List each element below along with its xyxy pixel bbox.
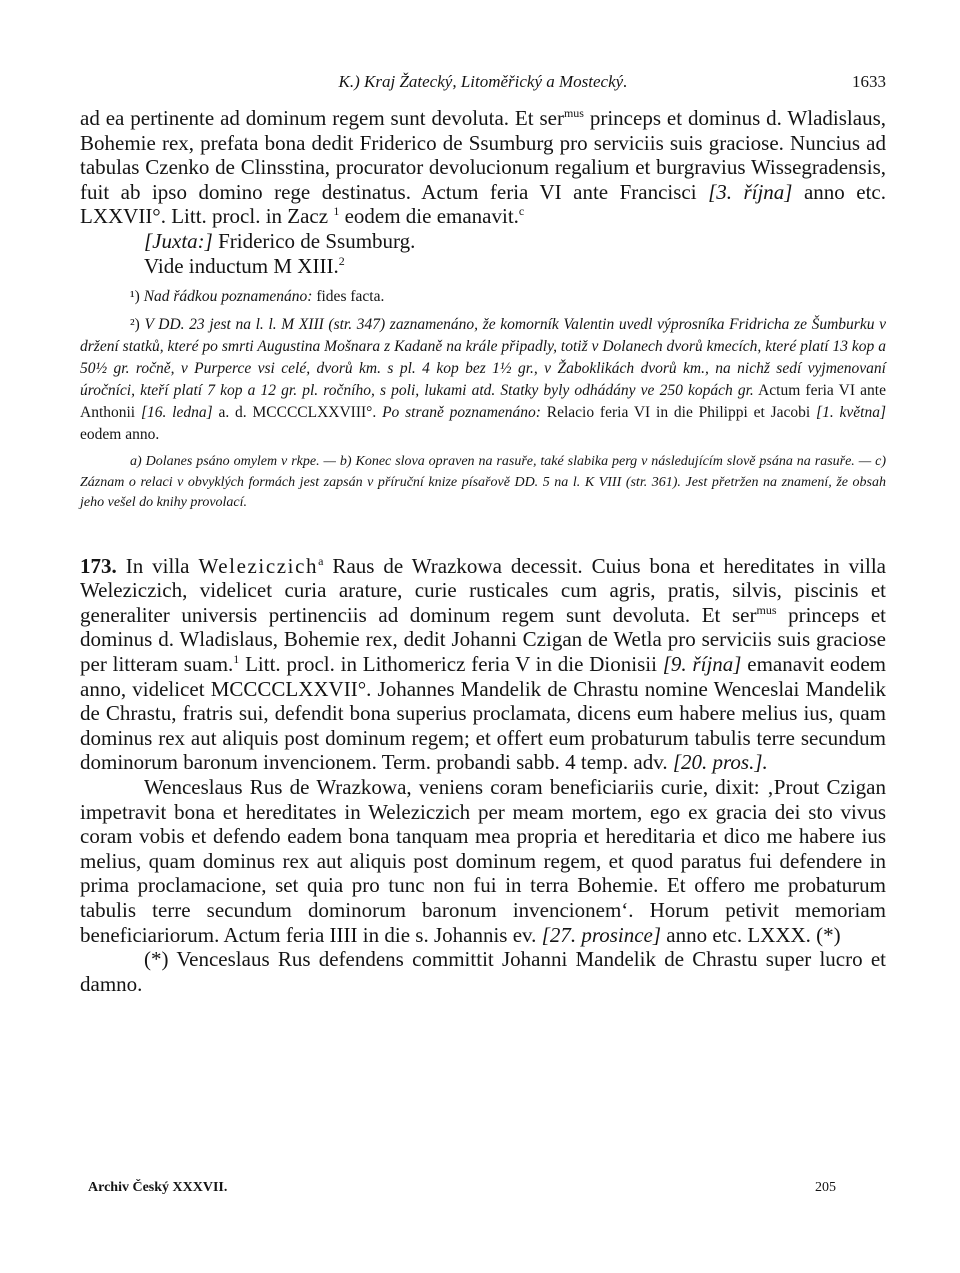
text-run: fides facta. xyxy=(312,288,385,306)
date-gloss: [9. října] xyxy=(662,652,742,677)
entry-172-text xyxy=(80,106,886,229)
date-gloss: [27. prosince] xyxy=(541,922,662,947)
entry-number: 173. xyxy=(80,553,117,578)
footnote-mark: a) xyxy=(130,454,146,470)
text-run: emanavit eodem anno, videlicet MCCCCLXXVII°. Johannes Mandelik de Chrastu nomine Wenceslai Mandelik de Chrastu, fratris sui, defendit bona superius proclamata, dicens eum habere melius ius, quam dominus rex aut aliquis post dominum regem; et offert eum probaturum tabulis terre secundum dominorum baronum invencionem. Term. probandi sabb. 4 temp. adv. xyxy=(80,652,886,775)
text-run: Vide inductum M XIII. xyxy=(144,253,339,278)
textual-notes xyxy=(80,452,886,514)
text-run: Dolanes psáno omylem v rkpe. — xyxy=(145,454,340,470)
footnote-ref: c xyxy=(518,204,525,219)
folio-number: 205 xyxy=(815,1180,836,1195)
footnote-1 xyxy=(80,286,886,308)
footnote-mark: b) xyxy=(339,454,356,470)
text-run: Wenceslaus Rus de Wrazkowa, veniens coram beneficiariis curie, dixit: ‚Prout Czigan impetravit bona et hereditates in Weleziczich per meam mortem, ego ex gracia dei sto vivus coram vobis et defendo eadem bona tanquam mea propria et hereditaria et dico me habere ius melius, quam dominus rex aut aliquis post dominum regem, et quod paratus fui defendere in prima proclamacione, set quia pro tunc non fui in terra Bohemie. Et offero me probaturum tabulis terre secundum dominorum baronum invencionem‘. Horum petivit memoriam beneficiariorum. Actum feria IIII in die s. Johannis ev. xyxy=(80,775,886,947)
entry-173-text xyxy=(80,554,886,775)
text-run: Friderico de Ssumburg. xyxy=(212,228,416,253)
footnote-mark: ¹) xyxy=(130,288,144,306)
text-run: Actum feria VI ante Anthonii xyxy=(80,382,886,422)
text-run: eodem die emanavit. xyxy=(339,204,519,229)
text-run: Nad řádkou poznamenáno: xyxy=(143,288,313,306)
entry-173-defense xyxy=(80,775,886,947)
place-name: Weleziczich xyxy=(198,553,319,578)
text-run: (*) Venceslaus Rus defendens committit Johanni Mandelik de Chrastu super lucro et damno. xyxy=(80,947,886,996)
superscript: mus xyxy=(756,602,777,617)
footnote-ref: 2 xyxy=(338,253,345,268)
signature-mark: Archiv Český XXXVII. xyxy=(88,1180,228,1195)
page-footer xyxy=(88,1180,836,1196)
footnote-2 xyxy=(80,314,886,446)
text-run: In villa xyxy=(116,553,199,578)
text-run: princeps et dominus d. Wladislaus, Bohemie rex, prefata bona dedit Friderico de Ssumburg pro serviciis suis graciose. Nuncius ad tabulas Czenko de Clinsstina, procurator devolucionum regalium et burgravius Wissegradensis, fuit ab ipso domino rege destinatus. Actum feria VI ante Francisci xyxy=(80,106,886,204)
text-run: Relacio feria VI in die Philippi et Jacobi xyxy=(540,404,817,422)
text-run: eodem anno. xyxy=(80,426,160,444)
running-head xyxy=(80,72,886,106)
footnote-mark: c) xyxy=(875,454,887,470)
superscript: mus xyxy=(563,106,584,120)
juxta-line xyxy=(80,229,886,254)
date-gloss: [20. pros.]. xyxy=(672,750,768,775)
vide-line xyxy=(80,254,886,279)
page-number: 1633 xyxy=(852,72,886,91)
date-gloss: [16. ledna] xyxy=(140,404,213,422)
date-gloss: [1. května] xyxy=(816,404,886,422)
text-run: anno etc. LXXX. (*) xyxy=(661,922,841,947)
entry-173-note xyxy=(80,947,886,996)
text-run: Litt. procl. in Lithomericz feria V in die Dionisii xyxy=(239,652,663,677)
text-run: ad ea pertinente ad dominum regem sunt devoluta. Et ser xyxy=(80,106,564,130)
text-run: princeps et dominus d. Wladislaus, Bohemie rex, dedit Johanni Czigan de Wetla pro serviciis suis graciose per litteram suam. xyxy=(80,602,886,677)
date-gloss: [3. října] xyxy=(708,179,793,204)
juxta-label: [Juxta:] xyxy=(144,228,213,253)
running-title: K.) Kraj Žatecký, Litoměřický a Mostecký. xyxy=(338,72,628,91)
text-run: anno etc. LXXVII°. Litt. procl. in Zacz xyxy=(80,179,886,229)
footnote-ref: 1 xyxy=(233,652,240,667)
footnote-ref: a xyxy=(318,553,324,568)
text-run: Po straně poznamenáno: xyxy=(382,404,541,422)
text-run: a. d. MCCCCLXXVIII°. xyxy=(212,404,383,422)
text-run: Záznam o relaci v obvyklých formách jest zapsán v příruční knize písařově DD. 5 na l. K VIII (str. 361). Jest přetržen na znamení, že obsah jeho vešel do knihy provolací. xyxy=(80,474,886,511)
text-run: Raus de Wrazkowa decessit. Cuius bona et hereditates in villa Weleziczich, videlicet curia arature, curie rusticales cum agris, pratis, silvis, piscinis et generaliter universis pertinenciis ad dominum regem sunt devoluta. Et ser xyxy=(80,553,886,627)
text-run: Konec slova opraven na rasuře, také slabika perg v následujícím slově psána na rasuře. — xyxy=(355,454,876,470)
footnote-mark: ²) xyxy=(130,316,145,334)
text-run: V DD. 23 jest na l. l. M XIII (str. 347) zaznamenáno, že komorník Valentin uvedl výprosníka Fridricha ze Šumburku v držení statků, které po smrti Augustina Mošnara z Kadaně na krále připadly, totiž v Dolanech dvorů kmecích, které platí 13 kop a 50½ gr. ročně, v Purperce vsi celé, dvorů km. s pl. 4 kop bez 1½ gr., v Žaboklikách dvorů km., na nichž sedí vyjmenovaní úročníci, kteří platí 7 kop a 12 gr. pl. ročního, s poli, lukami atd. Statky byly odhádány ve 250 kopách gr. xyxy=(80,316,886,400)
footnote-ref: 1 xyxy=(333,204,340,219)
